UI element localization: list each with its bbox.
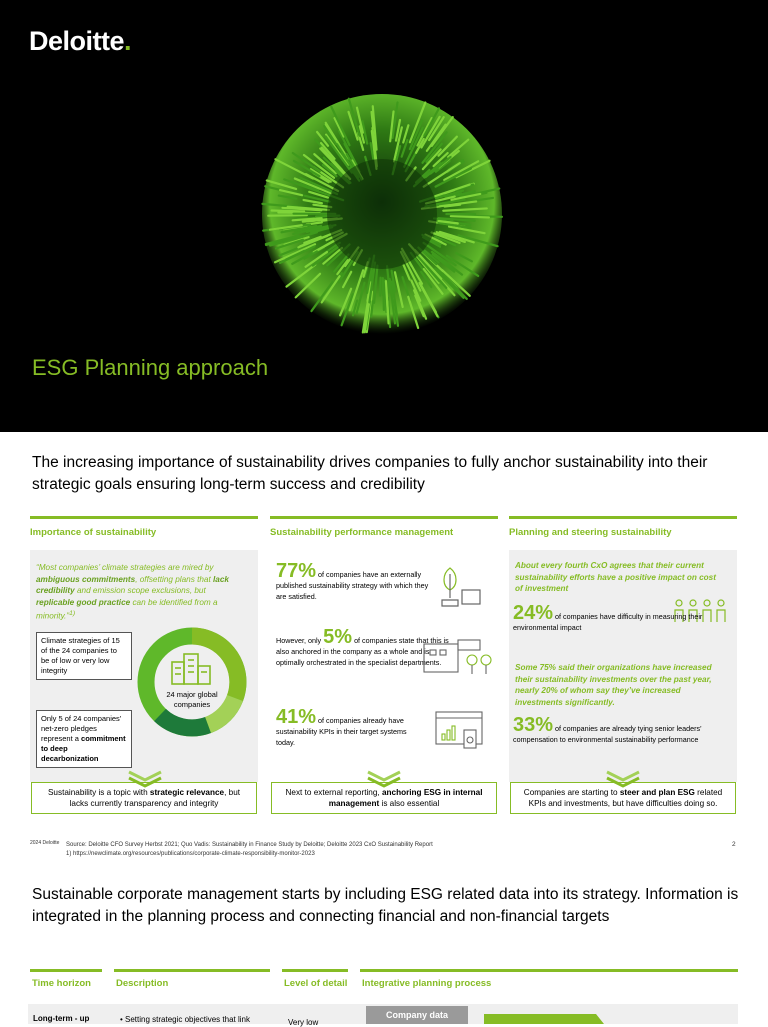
header-level-of-detail: Level of detail bbox=[284, 978, 347, 989]
chevron-down-icon bbox=[125, 770, 165, 788]
column-heading: Importance of sustainability bbox=[30, 527, 258, 538]
panel-planning bbox=[509, 550, 737, 782]
sphere-spike bbox=[272, 210, 304, 211]
header-description: Description bbox=[116, 978, 168, 989]
buildings-icon bbox=[172, 654, 210, 684]
process-company-data: Company data bbox=[366, 1006, 468, 1024]
climate-quote: “Most companies’ climate strategies are mired by ambiguous commitments, offsetting plans that lack credibility and emission scope exclusions, but replicable good practice can be identified from a minority.”$^{1)}$ bbox=[36, 562, 244, 622]
summary-performance: Next to external reporting, anchoring ESG in internal management is also essential bbox=[271, 782, 497, 814]
deloitte-logo: Deloitte. bbox=[29, 26, 131, 57]
dashboard-icon bbox=[434, 710, 488, 750]
slide2-headline: The increasing importance of sustainability drives companies to fully anchor sustainability into their strategic goals ensuring long-term success and credibility bbox=[32, 452, 744, 496]
header-time-horizon: Time horizon bbox=[32, 978, 91, 989]
stat-33: 33% of companies are already tying senior leaders’ compensation to environmental sustainability performance bbox=[513, 720, 727, 745]
panel-importance bbox=[30, 550, 258, 782]
chevron-down-icon bbox=[603, 770, 643, 788]
column-heading: Sustainability performance management bbox=[270, 527, 498, 538]
column-heading: Planning and steering sustainability bbox=[509, 527, 737, 538]
cell-level-of-detail: Very low bbox=[288, 1018, 318, 1027]
hero-banner bbox=[0, 0, 768, 432]
stat-5: However, only 5% of companies state that this is also anchored in the company as a whole and is optimally orchestrated in the specialist departments. bbox=[276, 632, 454, 668]
cxo-quote: About every fourth CxO agrees that their current sustainability efforts have a positive impact on cost of investment bbox=[515, 560, 725, 595]
column-rule bbox=[30, 516, 258, 519]
donut-label: 24 major global companies bbox=[155, 690, 229, 710]
column-performance bbox=[270, 516, 498, 538]
column-rule bbox=[360, 969, 738, 972]
slide3-headline: Sustainable corporate management starts by including ESG related data into its strategy. Information is integrated in the planning process and connecting financial and non-financial targets bbox=[32, 884, 744, 928]
column-rule bbox=[30, 969, 102, 972]
copyright: 2024 Deloitte bbox=[30, 840, 59, 846]
callout-deep-decarbonization: Only 5 of 24 companies’ net-zero pledges represent a commitment to deep decarbonization bbox=[36, 710, 132, 768]
column-planning bbox=[509, 516, 737, 538]
green-sphere-image bbox=[255, 88, 510, 340]
source-note: Source: Deloitte CFO Survey Herbst 2021; Quo Vadis: Sustainability in Finance Study by Deloitte; Deloitte 2023 CxO Sustainability Report 1) https://newclimate.org/resources/publications/corporate-climate-responsibility-monitor-2023 bbox=[66, 841, 433, 859]
cell-description: • Setting strategic objectives that link bbox=[120, 1015, 250, 1024]
column-rule bbox=[282, 969, 348, 972]
investment-quote: Some 75% said their organizations have increased their sustainability investments over the past year, nearly 20% of whom say they’ve increased investments significantly. bbox=[515, 662, 729, 708]
column-importance bbox=[30, 516, 258, 538]
column-rule bbox=[114, 969, 270, 972]
plant-icon bbox=[438, 560, 488, 610]
stat-41: 41% of companies already have sustainability KPIs in their target systems today. bbox=[276, 712, 426, 748]
header-integrative-planning: Integrative planning process bbox=[362, 978, 491, 989]
donut-chart bbox=[130, 610, 254, 750]
stat-77: 77% of companies have an externally published sustainability strategy with which they are satisfied. bbox=[276, 566, 436, 602]
departments-icon bbox=[422, 638, 494, 678]
column-rule bbox=[270, 516, 498, 519]
hero-title: ESG Planning approach bbox=[32, 355, 268, 381]
stat-24: 24% of companies have difficulty in measuring their environmental impact bbox=[513, 608, 727, 633]
process-arrow bbox=[484, 1014, 604, 1024]
cell-time-horizon: Long-term - up bbox=[33, 1014, 89, 1023]
sphere-spike bbox=[451, 216, 489, 217]
panel-performance bbox=[270, 550, 498, 782]
sphere-spike bbox=[268, 215, 307, 216]
summary-importance: Sustainability is a topic with strategic relevance, but lacks currently transparency and integrity bbox=[31, 782, 257, 814]
chevron-down-icon bbox=[364, 770, 404, 788]
summary-planning: Companies are starting to steer and plan ESG related KPIs and investments, but have difficulties doing so. bbox=[510, 782, 736, 814]
column-rule bbox=[509, 516, 737, 519]
page-number: 2 bbox=[732, 841, 736, 848]
callout-low-integrity: Climate strategies of 15 of the 24 companies to be of low or very low integrity bbox=[36, 632, 132, 680]
